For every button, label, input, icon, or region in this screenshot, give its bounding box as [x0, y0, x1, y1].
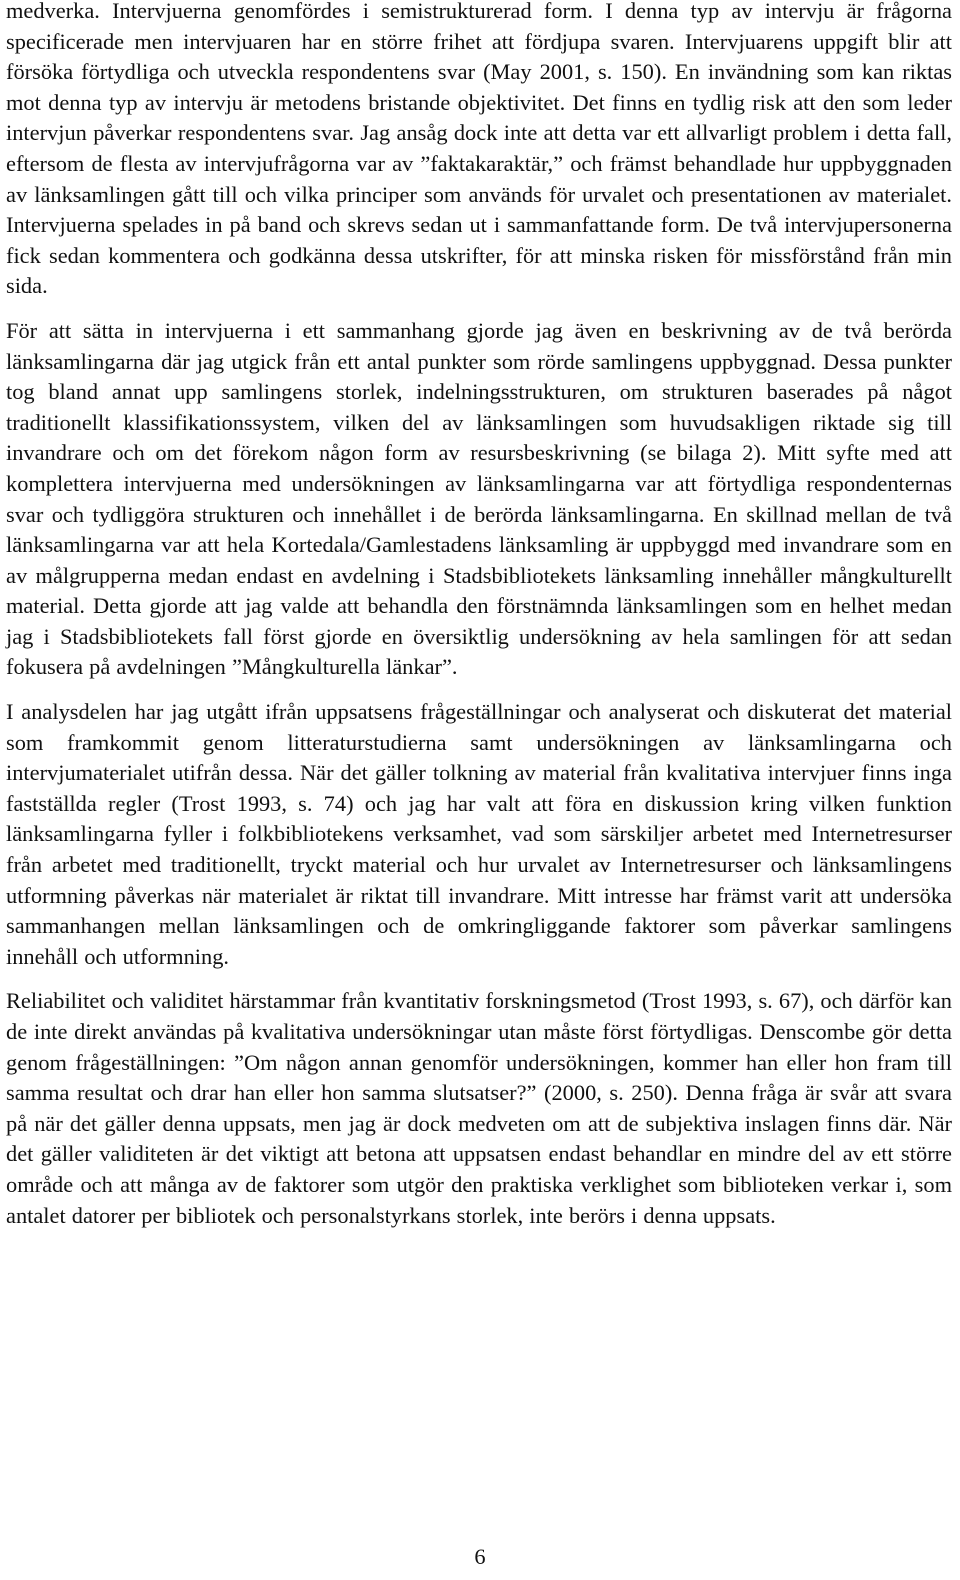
paragraph-method-interviews: medverka. Intervjuerna genomfördes i semistrukturerad form. I denna typ av intervju är frågorna specificerade men intervjuaren har en större frihet att fördjupa svaren. Intervjuarens uppgift blir att försöka förtydliga och utveckla respondentens svar (May 2001, s. 150). En invändning som kan riktas mot denna typ av intervju är metodens bristande objektivitet. Det finns en tydlig risk att den som leder intervjun påverkar respondentens svar. Jag ansåg dock inte att detta var ett allvarligt problem i detta fall, eftersom de flesta av intervjufrågorna var av ”faktakaraktär,” och främst behandlade hur uppbyggnaden av länksamlingen gått till och vilka principer som används för urvalet och presentationen av materialet. Intervjuerna spelades in på band och skrevs sedan ut i sammanfattande form. De två intervjupersonerna fick sedan kommentera och godkänna dessa utskrifter, för att minska risken för missförstånd från min sida. [6, 0, 952, 299]
paragraph-link-collection-description: För att sätta in intervjuerna i ett sammanhang gjorde jag även en beskrivning av de två berörda länksamlingarna där jag utgick från ett antal punkter som rörde samlingens uppbyggnad. Dessa punkter tog bland annat upp samlingens storlek, indelningsstrukturen, om strukturen baserades på något traditionellt klassifikationssystem, vilken del av länksamlingen som huvudsakligen riktade sig till invandrare och om det förekom någon form av resursbeskrivning (se bilaga 2). Mitt syfte med att komplettera intervjuerna med undersökningen av länksamlingarna var att förtydliga respondenternas svar och tydliggöra strukturen och innehållet i de berörda länksamlingarna. En skillnad mellan de två länksamlingarna var att hela Kortedala/Gamlestadens länksamling är uppbyggd med invandrare som en av målgrupperna medan endast en avdelning i Stadsbibliotekets länksamling innehåller mångkulturellt material. Detta gjorde att jag valde att behandla den förstnämnda länksamlingen som en helhet medan jag i Stadsbibliotekets fall först gjorde en översiktlig undersökning av hela samlingen för att sedan fokusera på avdelningen ”Mångkulturella länkar”. [6, 317, 952, 680]
paragraph-analysis: I analysdelen har jag utgått ifrån uppsatsens frågeställningar och analyserat och diskuterat det material som framkommit genom litteraturstudierna samt undersökningen av länksamlingarna och intervjumaterialet utifrån dessa. När det gäller tolkning av material från kvalitativa intervjuer finns inga fastställda regler (Trost 1993, s. 74) och jag har valt att föra en diskussion kring vilken funktion länksamlingarna fyller i folkbibliotekens verksamhet, vad som särskiljer arbetet med Internetresurser från arbetet med traditionellt, tryckt material och hur urvalet av Internetresurser och länksamlingens utformning påverkas när materialet är riktat till invandrare. Mitt intresse har främst varit att undersöka sammanhangen mellan länksamlingen och de omkringliggande faktorer som påverkar samlingens innehåll och utformning. [6, 699, 952, 969]
page-number: 6 [474, 1544, 486, 1569]
paragraph-reliability-validity: Reliabilitet och validitet härstammar från kvantitativ forskningsmetod (Trost 1993, s. 67), och därför kan de inte direkt användas på kvalitativa undersökningar utan måste först förtydligas. Denscombe gör detta genom frågeställningen: ”Om någon annan genomför undersökningen, kommer han eller hon fram till samma resultat och drar han eller hon samma slutsatser?” (2000, s. 250). Denna fråga är svår att svara på när det gäller denna uppsats, men jag är dock medveten om att de subjektiva inslagen finns där. När det gäller validiteten är det viktigt att betona att uppsatsen endast behandlar en mindre del av ett större område och att många av de faktorer som utgör den praktiska verklighet som biblioteken verkar i, som antalet datorer per bibliotek och personalstyrkans storlek, inte berörs i denna uppsats. [6, 988, 952, 1228]
document-page [6, 0, 952, 1231]
